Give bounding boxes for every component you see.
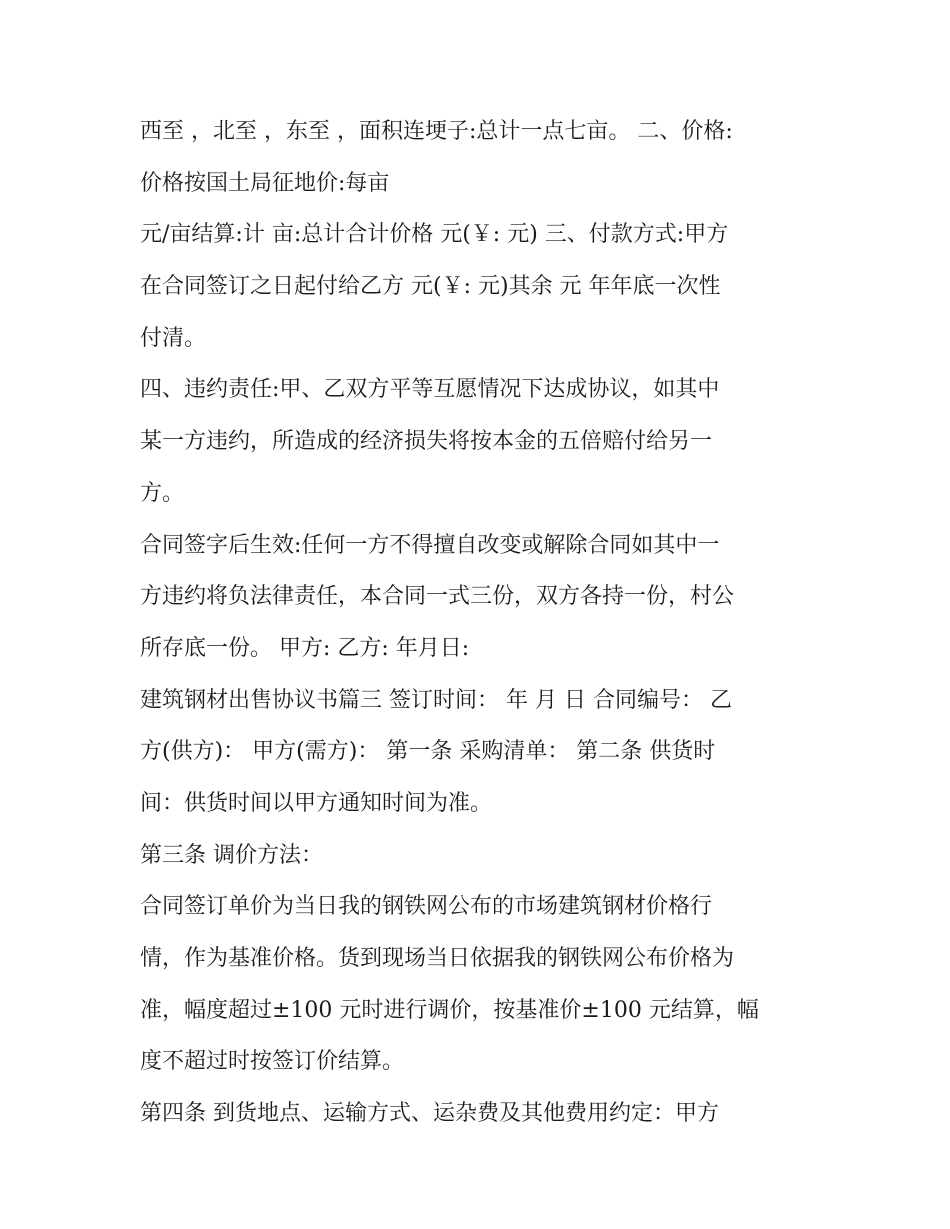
text-line: 情，作为基准价格。货到现场当日依据我的钢铁网公布价格为 [140, 946, 735, 971]
document-body [140, 106, 820, 1140]
text-line: 合同签订单价为当日我的钢铁网公布的市场建筑钢材价格行 [140, 894, 713, 920]
text-line: 在合同签订之日起付给乙方 元(￥: 元)其余 元 年年底一次性 [140, 274, 721, 300]
text-line: 第四条 到货地点、运输方式、运杂费及其他费用约定：甲方 [140, 1101, 719, 1127]
text-line: 元/亩结算:计 亩:总计合计价格 元(￥: 元) 三、付款方式:甲方 [140, 222, 729, 248]
text-line: 付清。 [140, 325, 207, 351]
text-line: 方违约将负法律责任，本合同一式三份，双方各持一份，村公 [140, 584, 735, 610]
text-line: 方。 [140, 480, 185, 506]
text-line: 度不超过时按签订价结算。 [140, 1049, 405, 1075]
text-line: 价格按国土局征地价:每亩 [140, 170, 390, 196]
text-line: 间：供货时间以甲方通知时间为准。 [140, 790, 493, 816]
text-line: 西至 ，北至 ，东至 ，面积连埂子:总计一点七亩。 二、价格: [140, 119, 733, 144]
text-line: 四、违约责任:甲、乙双方平等互愿情况下达成协议，如其中 [140, 377, 720, 403]
text-line: 所存底一份。 甲方: 乙方: 年月日: [140, 635, 470, 661]
text-line: 准，幅度超过±100 元时进行调价，按基准价±100 元结算，幅 [140, 997, 759, 1023]
text-line: 合同签字后生效:任何一方不得擅自改变或解除合同如其中一 [140, 532, 720, 558]
text-line: 某一方违约，所造成的经济损失将按本金的五倍赔付给另一 [140, 429, 713, 455]
text-line: 建筑钢材出售协议书篇三 签订时间： 年 月 日 合同编号： 乙 [140, 687, 732, 713]
text-line: 方(供方)： 甲方(需方)： 第一条 采购清单： 第二条 供货时 [140, 739, 716, 765]
text-line: 第三条 调价方法： [140, 842, 323, 868]
